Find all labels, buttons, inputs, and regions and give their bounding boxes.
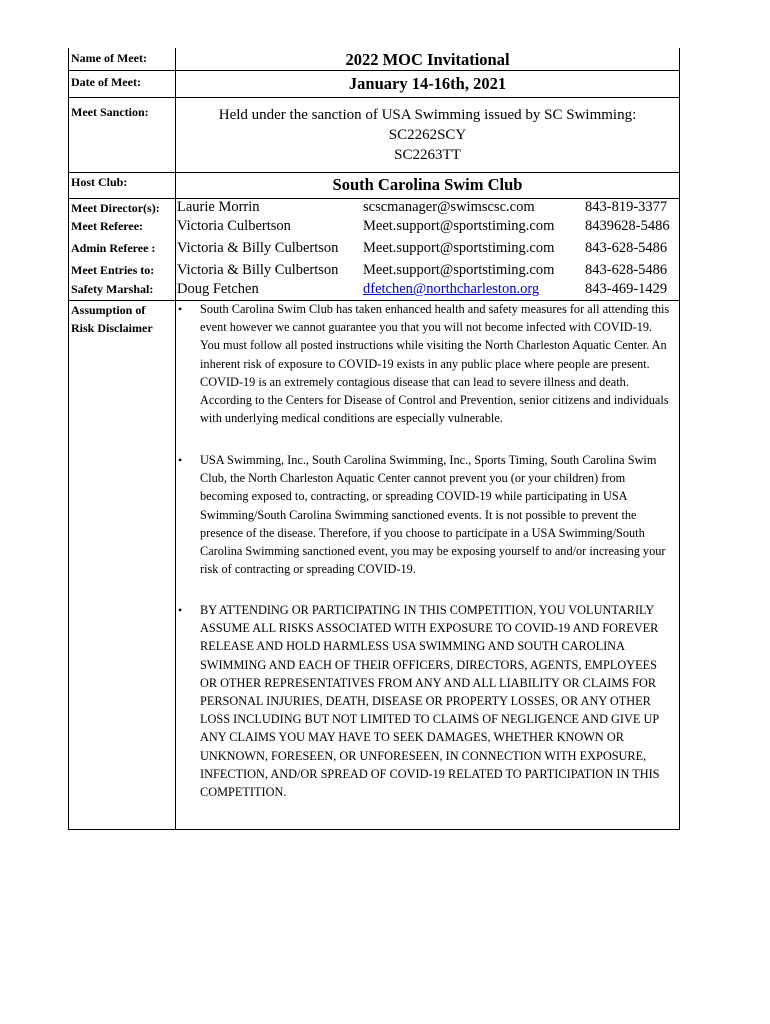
- meet-directors-label: Meet Director(s):: [71, 201, 160, 215]
- safety-marshal-label: Safety Marshal:: [71, 282, 154, 296]
- sanction-text: [176, 105, 679, 165]
- safety-marshal-email-link[interactable]: dfetchen@northcharleston.org: [363, 281, 540, 297]
- disclaimer-paragraph-2: USA Swimming, Inc., South Carolina Swimming, Inc., Sports Timing, South Carolina Swim Club, the North Charleston Aquatic Center cannot prevent you (or your children) from becoming exposed to, contracting, or spreading COVID-19 while participating in USA Swimming/South Carolina Swimming sanctioned events. It is not possible to prevent the presence of the disease. Therefore, if you choose to participate in a USA Swimming/South Carolina Swimming sanctioned event, you may be exposing yourself to and/or increasing your risk of contracting or spreading COVID-19.: [200, 453, 666, 577]
- sanction-line-1: Held under the sanction of USA Swimming issued by SC Swimming:: [218, 107, 637, 123]
- director-name: Laurie Morrin: [177, 199, 260, 215]
- entries-phone: 843-628-5486: [585, 262, 668, 278]
- admin-referee-email: Meet.support@sportstiming.com: [363, 240, 555, 256]
- host-club-label: Host Club:: [71, 175, 128, 189]
- director-email: scscmanager@swimscsc.com: [363, 199, 535, 215]
- row-divider-1: [69, 70, 679, 71]
- bullet-2: •: [178, 453, 183, 467]
- row-divider-2: [69, 97, 679, 98]
- meet-date: January 14-16th, 2021: [348, 74, 507, 93]
- meet-info-table: [68, 48, 680, 830]
- assumption-of-risk-label: [71, 301, 153, 337]
- entries-name: Victoria & Billy Culbertson: [177, 262, 339, 278]
- disclaimer-paragraph-3: BY ATTENDING OR PARTICIPATING IN THIS COMPETITION, YOU VOLUNTARILY ASSUME ALL RISKS ASSOCIATED WITH EXPOSURE TO COVID-19 AND FOREVER RELEASE AND HOLD HARMLESS USA SWIMMING AND SOUTH CAROLINA SWIMMING AND EACH OF THEIR OFFICERS, DIRECTORS, AGENTS, EMPLOYEES OR OTHER REPRESENTATIVES FROM ANY AND ALL LIABILITY OR CLAIMS FOR PERSONAL INJURIES, DEATH, DISEASE OR PROPERTY LOSSES, OR ANY OTHER LOSS INCLUDING BUT NOT LIMITED TO CLAIMS OF NEGLIGENCE AND GIVE UP ANY CLAIMS YOU MAY HAVE TO SEEK DAMAGES, WHETHER KNOWN OR UNKNOWN, FORESEEN, OR UNFORESEEN, IN CONNECTION WITH EXPOSURE, INFECTION, AND/OR SPREAD OF COVID-19 RELATED TO PARTICIPATION IN THIS COMPETITION.: [200, 603, 660, 800]
- referee-name: Victoria Culbertson: [177, 218, 291, 234]
- bullet-3: •: [178, 603, 183, 617]
- disclaimer-paragraph-1: South Carolina Swim Club has taken enhanced health and safety measures for all attending this event however we cannot guarantee you that you will not become infected with COVID-19. You must follow all posted instructions while visiting the North Charleston Aquatic Center. An inherent risk of exposure to COVID-19 exists in any public place where people are present. COVID-19 is an extremely contagious disease that can lead to severe illness and death. According to the Centers for Disease of Control and Prevention, senior citizens and individuals with underlying medical conditions are especially vulnerable.: [200, 302, 670, 426]
- safety-marshal-phone: 843-469-1429: [585, 281, 668, 297]
- row-divider-3: [69, 172, 679, 173]
- meet-sanction-label: Meet Sanction:: [71, 105, 149, 119]
- admin-referee-phone: 843-628-5486: [585, 240, 668, 256]
- label-column-divider: [175, 48, 176, 829]
- admin-referee-label: Admin Referee :: [71, 241, 156, 255]
- date-of-meet-label: Date of Meet:: [71, 75, 141, 89]
- bullet-1: •: [178, 302, 183, 316]
- referee-email: Meet.support@sportstiming.com: [363, 218, 555, 234]
- host-club-name: South Carolina Swim Club: [332, 175, 523, 194]
- safety-marshal-name: Doug Fetchen: [177, 281, 259, 297]
- sanction-line-3: SC2263TT: [394, 147, 461, 163]
- name-of-meet-label: Name of Meet:: [71, 51, 147, 65]
- meet-name: 2022 MOC Invitational: [345, 50, 510, 69]
- meet-entries-label: Meet Entries to:: [71, 263, 155, 277]
- assumption-label-line-2: Risk Disclaimer: [71, 321, 153, 335]
- meet-referee-label: Meet Referee:: [71, 219, 144, 233]
- assumption-label-line-1: Assumption of: [71, 303, 146, 317]
- director-phone: 843-819-3377: [585, 199, 668, 215]
- entries-email: Meet.support@sportstiming.com: [363, 262, 555, 278]
- admin-referee-name: Victoria & Billy Culbertson: [177, 240, 339, 256]
- sanction-line-2: SC2262SCY: [388, 127, 467, 143]
- referee-phone: 8439628-5486: [585, 218, 670, 234]
